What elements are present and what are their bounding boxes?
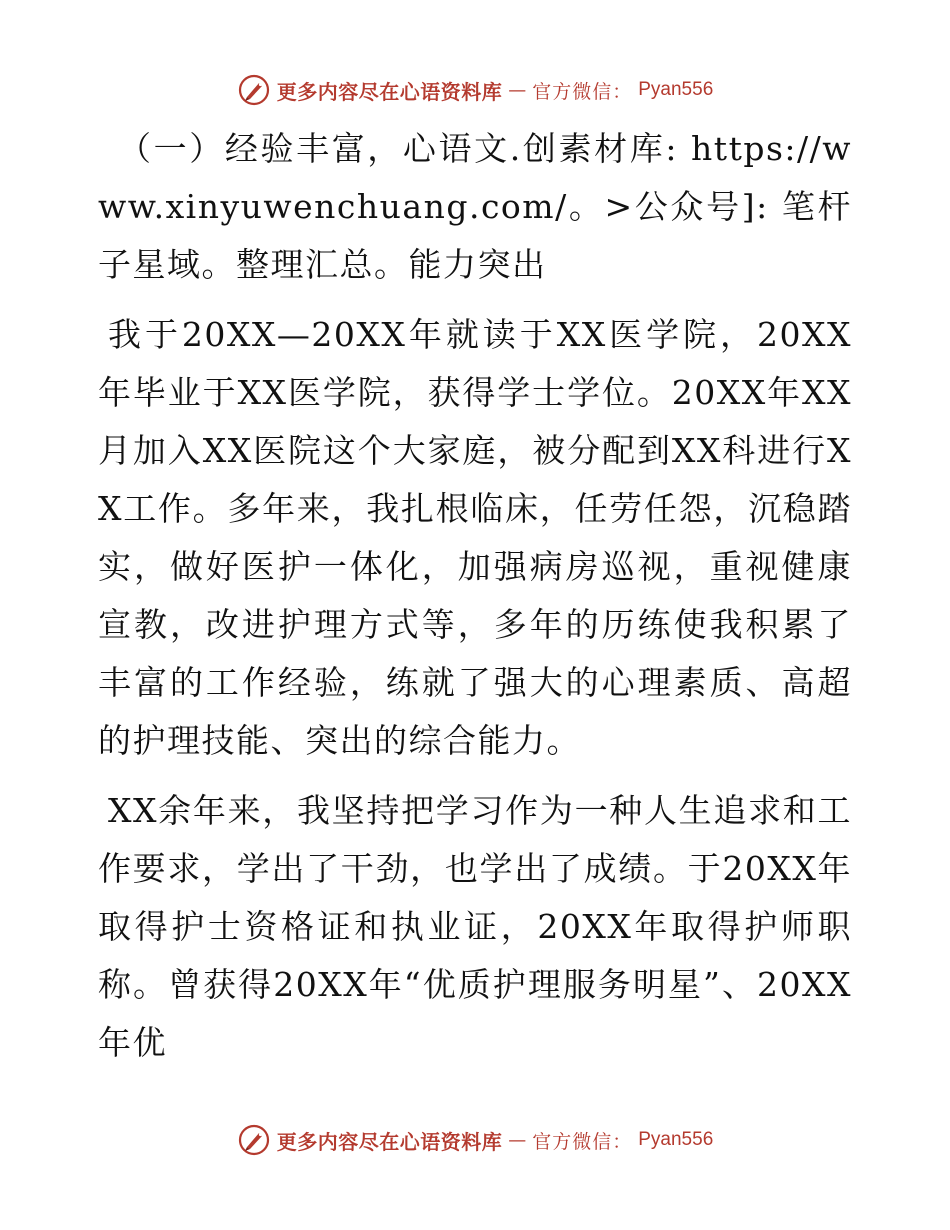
header-banner <box>0 70 950 110</box>
header-wechat-id: Pyan556 <box>638 79 714 100</box>
pen-nib-logo-icon <box>237 1123 271 1157</box>
footer-banner-text: 更多内容尽在心语资料库 <box>276 1129 503 1154</box>
paragraph-heading: （一）经验丰富，心语文.创素材库: https://www.xinyuwenchuang.com/。>公众号]: 笔杆子星域。整理汇总。能力突出 <box>98 129 852 284</box>
paragraph-learning: XX余年来，我坚持把学习作为一种人生追求和工作要求，学出了干劲，也学出了成绩。于20XX年取得护士资格证和执业证，20XX年取得护师职称。曾获得20XX年“优质护理服务明星”、20XX年优 <box>98 791 852 1062</box>
paragraph-experience: 我于20XX—20XX年就读于XX医学院，20XX年毕业于XX医学院，获得学士学位。20XX年XX月加入XX医院这个大家庭，被分配到XX科进行XX工作。多年来，我扎根临床，任劳任怨，沉稳踏实，做好医护一体化，加强病房巡视，重视健康宣教，改进护理方式等，多年的历练使我积累了丰富的工作经验，练就了强大的心理素质、高超的护理技能、突出的综合能力。 <box>98 315 852 760</box>
footer-wechat-id: Pyan556 <box>638 1129 714 1150</box>
footer-separator: — <box>508 1129 527 1151</box>
header-banner-text: 更多内容尽在心语资料库 <box>276 79 503 104</box>
pen-nib-logo-icon <box>237 73 271 107</box>
header-separator: — <box>508 79 527 101</box>
document-body <box>98 120 852 1084</box>
header-wechat-label: 官方微信： <box>532 80 633 103</box>
footer-wechat-label: 官方微信： <box>532 1130 633 1153</box>
footer-banner <box>0 1120 950 1160</box>
